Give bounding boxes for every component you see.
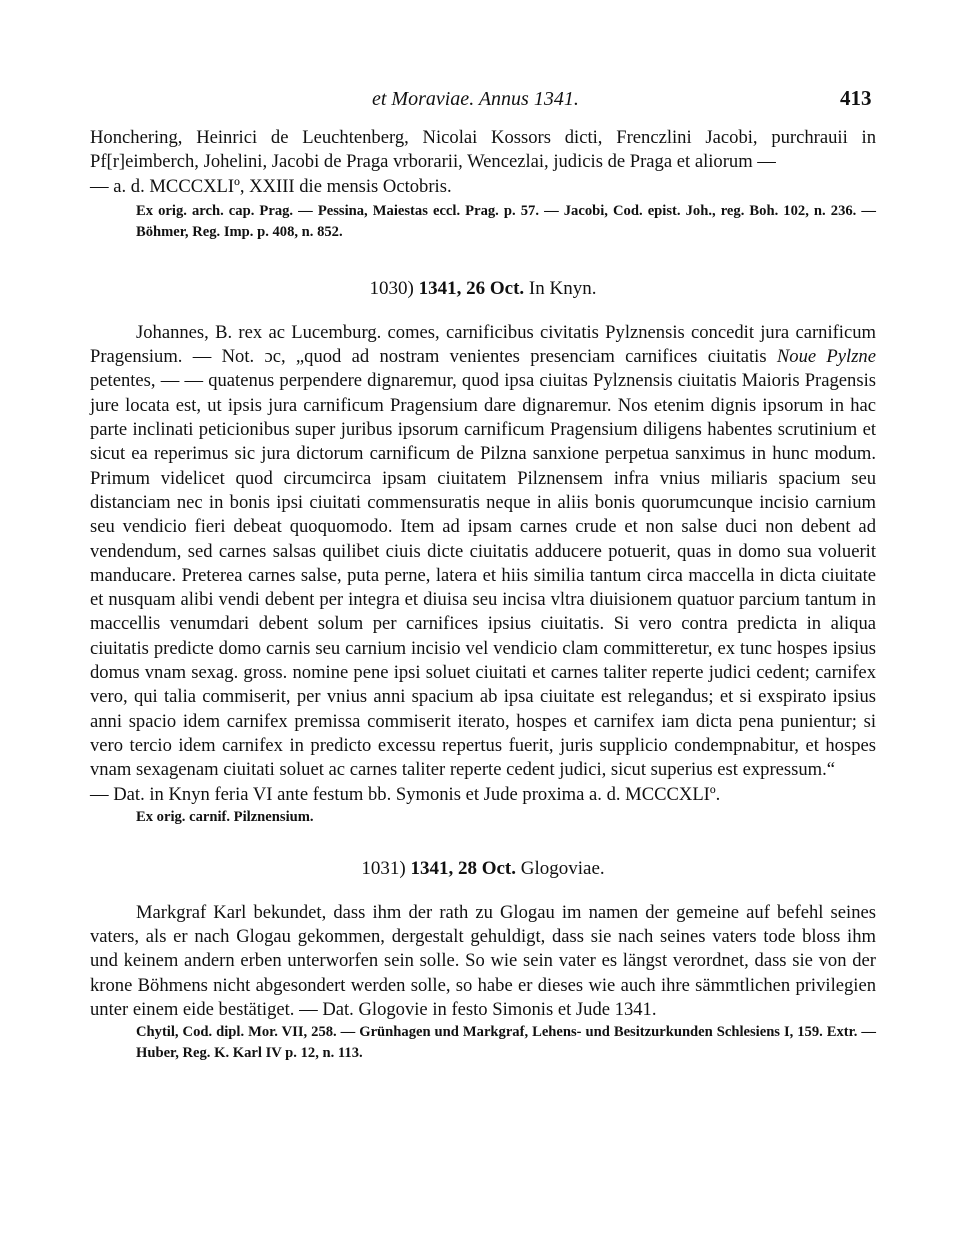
- regest-text-part-a: Johannes, B. rex ac Lucemburg. comes, carnificibus civitatis Pylznensis concedit jura carnificum Pragensium. — Not. ɔc, „quod ad nostram venientes presenciam carnifices ciuitatis: [90, 321, 876, 368]
- continued-paragraph: Honchering, Heinrici de Leuchtenberg, Nicolai Kossors dicti, Frenczlini Jacobi, purchrauii in Pf[r]eimberch, Johelini, Jacobi de Praga vrborarii, Wencezlai, judicis de Praga et aliorum —: [90, 127, 876, 173]
- running-head: [0, 86, 960, 114]
- regest-place: In Knyn.: [528, 277, 597, 299]
- italic-place-name: Noue Pylzne: [776, 346, 876, 368]
- regest-date: 1341, 26 Oct.: [418, 277, 525, 299]
- body-text: [90, 126, 876, 1064]
- regest-number: 1031): [361, 857, 406, 879]
- source-note-top: Ex orig. arch. cap. Prag. — Pessina, Maiestas eccl. Prag. p. 57. — Jacobi, Cod. epist. Joh., reg. Boh. 102, n. 236. — Böhmer, Reg. Imp. p. 408, n. 852.: [136, 202, 876, 240]
- regest-text-1031: Markgraf Karl bekundet, dass ihm der rath zu Glogau im namen der gemeine auf befehl seines vaters, als er nach Glogau gekommen, dergestalt gehuldigt, dass sie nach seines vaters tode bloss ihm und keinem andern erben unterworfen sein solle. So wie sein vater es längst verordnet, dass sie von der krone Böhmens nicht abgesondert werden solle, so habe er dieses wie auch ihre sämmtlichen privilegien unter einem eide bestätiget. — Dat. Glogovie in festo Simonis et Jude 1341.: [90, 901, 876, 1021]
- regest-text-1030: [90, 321, 876, 783]
- regest-place: Glogoviae.: [520, 857, 605, 879]
- regest-heading-1031: [90, 857, 876, 881]
- date-line: — a. d. MCCCXLIº, XXIII die mensis Octobris.: [90, 175, 452, 197]
- source-note-1030: Ex orig. carnif. Pilznensium.: [136, 808, 314, 825]
- regest-number: 1030): [369, 277, 414, 299]
- page-number: 413: [840, 86, 872, 110]
- regest-heading-1030: [90, 277, 876, 301]
- regest-date: 1341, 28 Oct.: [410, 857, 516, 879]
- source-note-1031: Chytil, Cod. dipl. Mor. VII, 258. — Grünhagen und Markgraf, Lehens- und Besitzurkunden Schlesiens I, 159. Extr. — Huber, Reg. K. Karl IV p. 12, n. 113.: [136, 1024, 876, 1062]
- running-title: et Moraviae. Annus 1341.: [372, 88, 579, 110]
- dat-line-1030: — Dat. in Knyn feria VI ante festum bb. Symonis et Jude proxima a. d. MCCCXLIº.: [90, 783, 721, 805]
- regest-text-part-b: petentes, — — quatenus perpendere dignaremur, quod ipsa ciuitas Pylznensis ciuitatis Maioris Pragensis jure locata est, ut ipsis jura carnificum Pragensium dare dignaremur. Nos etenim dignis ipsorum in hac parte inclinati peticionibus super juribus ipsorum carnificum Pragensium diligens habentes scrutinium et sicut ea reperimus sic jura dictorum carnificum de Pilzna sanxione perpetua sanximus in hunc modum. Primum videlicet quod circumcirca ipsam ciuitatem Pilznensem infra vnius miliaris spacium seu distanciam nec in bonis ipsi ciuitati commensuratis neque in aliis bonis quorumcunque incisio carnium seu vendicio fieri debeat quoquomodo. Item ad ipsam carnes crude et non salse duci non debent ad vendendum, sed carnes salsas quilibet ciuis dicte ciuitatis adducere potuerit, quas in domo sua voluerit manducare. Preterea carnes salse, puta perne, latera et hiis similia tantum circa maccella in dicta ciuitate et nusquam alibi vendi debent per integra et diuisa seu incisa vltra diuisionem quatuor parcium tantum in maccellis venumdari debent solum per carnifices ipsius ciuitatis. Si vero contra predicta in aliqua ciuitatis predicte domo carnis seu carnium incisio vel vendicio clam committeretur, ex tunc hospes ipsius domus vnam sexag. gross. nomine pene ipsi soluet ciuitati et carnes taliter reperte judici cedent; carnifex vero, qui talia commiserit, per vnius anni spacium ab ipsa ciuitate est relegandus; et si exspirato ipsius anni spacio idem carnifex premissa commiserit iterato, hospes et carnifex iam dicta pena punientur; si vero tercio idem carnifex in predicto excessu repertus fuerit, juris supplicio condempnabitur, et hospes vnam sexagenam ciuitati soluet ac carnes taliter reperte cedent judici, sicut superius est expressum.“: [90, 370, 876, 781]
